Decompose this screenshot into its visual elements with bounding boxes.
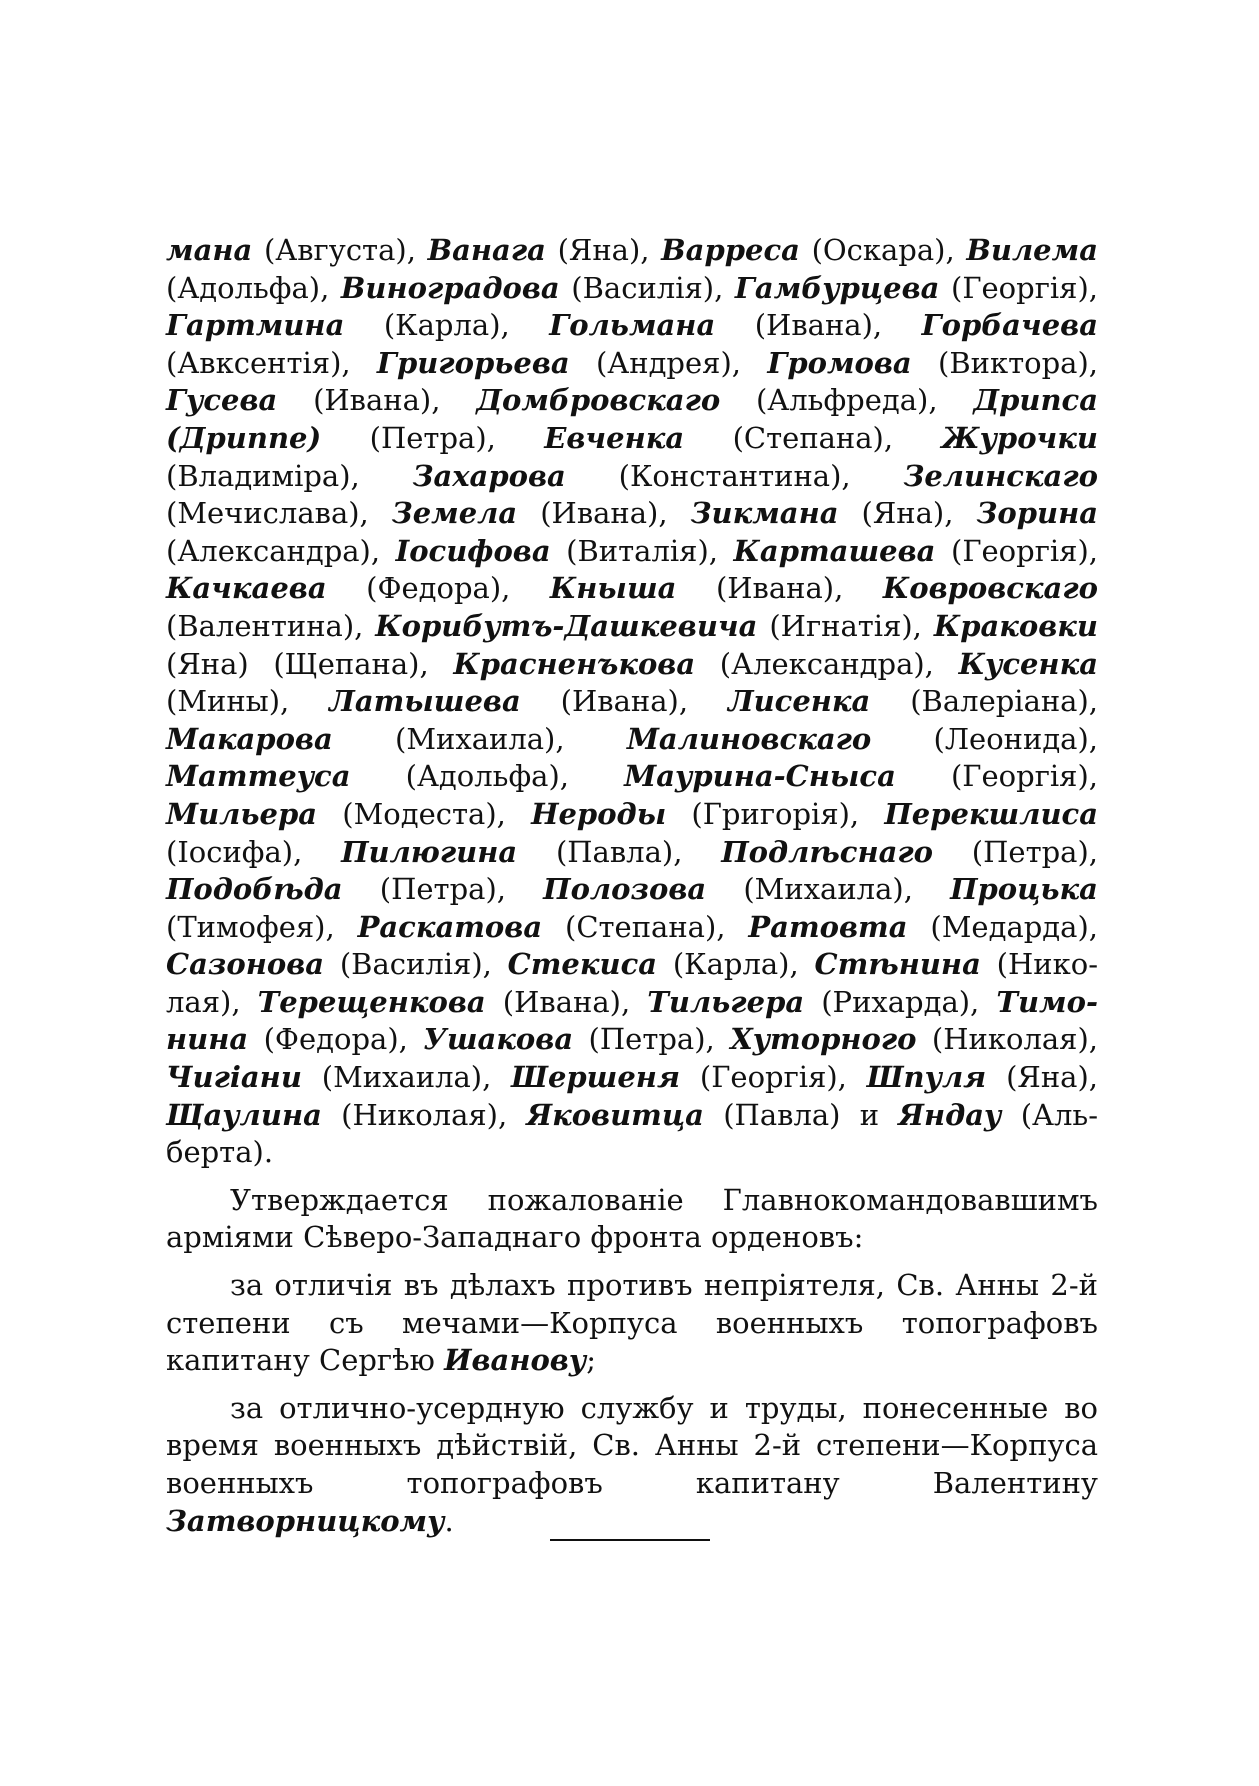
- given-name: (Адольфа),: [166, 270, 341, 305]
- given-name: (Мечислава),: [166, 496, 392, 531]
- surname: Латышева: [329, 684, 521, 719]
- surname: Полозова: [543, 872, 707, 907]
- surname: Кныша: [549, 571, 677, 606]
- given-name: (Владиміра),: [166, 458, 413, 493]
- given-name: (Яна),: [545, 233, 662, 267]
- given-name: (Альберта).: [166, 1097, 1098, 1170]
- given-name: (Александра),: [166, 533, 396, 568]
- given-name: (Андрея),: [569, 345, 768, 380]
- award-paragraph-2: [166, 1390, 1098, 1540]
- given-name: (Виктора),: [911, 345, 1099, 380]
- surname: Красненъкова: [453, 646, 696, 681]
- given-name: (Альфреда),: [720, 383, 974, 418]
- surname: Макарова: [166, 721, 333, 756]
- given-name: (Павла),: [517, 834, 722, 869]
- given-name: (Константина),: [565, 458, 904, 493]
- given-name: (Іосифа),: [166, 834, 342, 869]
- surname: Виноградова: [340, 270, 560, 305]
- given-name: (Николая),: [916, 1022, 1098, 1057]
- given-name: (Георгія),: [939, 270, 1098, 305]
- surname: Іосифова: [395, 533, 551, 568]
- surname: Пилюгина: [341, 834, 518, 869]
- given-name: (Александра),: [695, 646, 959, 681]
- surname: Тимонина: [166, 984, 1098, 1057]
- given-name: (Карла),: [657, 947, 815, 982]
- given-name: (Георгія),: [680, 1060, 867, 1095]
- surname: Процька: [950, 872, 1098, 907]
- given-name: (Степана),: [542, 909, 749, 944]
- surname: Подлѣснаго: [721, 834, 934, 869]
- given-name: (Яна),: [986, 1060, 1098, 1095]
- surname: Малиновскаго: [626, 721, 872, 756]
- surname: Кусенка: [958, 646, 1098, 681]
- surname: Корибутъ-Дашкевича: [375, 608, 758, 643]
- given-name: (Мины),: [166, 684, 330, 719]
- given-name: (Петра),: [933, 834, 1098, 869]
- surname: Маурина-Сныса: [624, 759, 896, 794]
- surname: Раскатова: [357, 909, 543, 944]
- given-name: (Виталія),: [550, 533, 734, 568]
- surname: Ковровскаго: [882, 571, 1099, 606]
- surname: Зорина: [976, 496, 1099, 531]
- given-name: (Ивана),: [485, 984, 648, 1019]
- given-name: (Михаила),: [332, 721, 627, 756]
- given-name: (Павла) и: [703, 1097, 899, 1132]
- surname: Ванага: [427, 233, 546, 267]
- surname: Нероды: [531, 796, 667, 831]
- award-text: за отлично-усердную службу и труды, понесенные во время военныхъ дѣйствій, Св. Анны 2-й степени—Корпуса военныхъ топографовъ капитану Валентину: [166, 1390, 1098, 1500]
- surname: Стекиса: [507, 947, 658, 982]
- intro-paragraph: Утверждается пожалованіе Главнокомандовавшимъ арміями Сѣверо-Западнаго фронта орденовъ:: [166, 1182, 1098, 1255]
- surname: Стѣнина: [814, 947, 981, 982]
- surname: Тильгера: [647, 984, 805, 1019]
- given-name: (Михаила),: [706, 872, 951, 907]
- surname: Зелинскаго: [903, 458, 1098, 493]
- given-name: (Василія),: [324, 947, 508, 982]
- surname: Хуторного: [730, 1022, 917, 1057]
- surname: Шершеня: [511, 1060, 681, 1095]
- given-name: (Ивана),: [715, 308, 922, 343]
- surname: Ушакова: [423, 1022, 574, 1057]
- given-name: (Михаила),: [301, 1060, 512, 1095]
- recipient-name: Иванову: [444, 1343, 587, 1378]
- surname: Горбачева: [921, 308, 1098, 343]
- given-name: (Яна),: [838, 496, 977, 531]
- given-name: (Валеріана),: [870, 684, 1099, 719]
- given-name: (Игнатія),: [757, 608, 934, 643]
- given-name: (Ивана),: [517, 496, 691, 531]
- given-name: (Василія),: [559, 270, 735, 305]
- given-name: (Ивана),: [520, 684, 728, 719]
- given-name: (Авксентія),: [166, 345, 377, 380]
- surname: Гартмина: [166, 308, 345, 343]
- given-name: (Тимофея),: [166, 909, 358, 944]
- surname: Маттеуса: [166, 759, 351, 794]
- surname: Щаулина: [166, 1097, 322, 1132]
- surname: Перекшлиса: [884, 796, 1098, 831]
- surname: Вилема: [966, 233, 1098, 267]
- surname: Евченка: [544, 420, 685, 455]
- award-list-paragraph: [166, 232, 1098, 1172]
- surname: Шпуля: [866, 1060, 987, 1095]
- award-end: .: [444, 1503, 454, 1538]
- given-name: (Николая),: [321, 1097, 527, 1132]
- given-name: (Георгія),: [935, 533, 1098, 568]
- surname: Григорьева: [376, 345, 570, 380]
- surname: Дрипса (Дриппе): [166, 383, 1098, 455]
- surname: мана: [166, 233, 253, 267]
- given-name: (Ивана),: [676, 571, 883, 606]
- surname: Захарова: [412, 458, 566, 493]
- award-text: за отличія въ дѣлахъ противъ непріятеля, Св. Анны 2-й степени съ мечами—Корпуса военныхъ топографовъ капитану Сергѣю: [166, 1268, 1098, 1378]
- given-name: (Рихарда),: [804, 984, 997, 1019]
- surname: Гольмана: [549, 308, 716, 343]
- surname: Терещенкова: [257, 984, 486, 1019]
- given-name: (Федора),: [326, 571, 550, 606]
- surname: Карташева: [733, 533, 936, 568]
- surname: Варреса: [661, 233, 800, 267]
- surname: Домбровскаго: [476, 383, 721, 418]
- surname: Яндау: [898, 1097, 1002, 1132]
- given-name: (Карла),: [344, 308, 550, 343]
- surname: Зикмана: [690, 496, 839, 531]
- given-name: (Ивана),: [277, 383, 477, 418]
- surname: Лисенка: [727, 684, 871, 719]
- given-name: (Григорія),: [666, 796, 885, 831]
- surname: Гусева: [166, 383, 278, 418]
- given-name: (Петра),: [573, 1022, 731, 1057]
- surname: Мильера: [166, 796, 318, 831]
- surname: Земела: [391, 496, 518, 531]
- text-block: [166, 232, 1098, 1540]
- surname: Ратовта: [748, 909, 908, 944]
- given-name: (Петра),: [321, 420, 545, 455]
- given-name: (Августа),: [252, 233, 428, 267]
- given-name: (Оскара),: [799, 233, 967, 267]
- given-name: (Медарда),: [907, 909, 1098, 944]
- given-name: (Модеста),: [317, 796, 532, 831]
- surname: Громова: [767, 345, 912, 380]
- award-paragraph-1: [166, 1267, 1098, 1380]
- given-name: (Петра),: [342, 872, 544, 907]
- surname: Яковитца: [526, 1097, 704, 1132]
- surname: Сазонова: [166, 947, 325, 982]
- surname: Гамбурцева: [734, 270, 940, 305]
- surname: Журочки: [941, 420, 1098, 455]
- given-name: (Степана),: [684, 420, 942, 455]
- surname: Подобѣда: [166, 872, 343, 907]
- given-name: (Адольфа),: [350, 759, 625, 794]
- section-divider: [550, 1539, 710, 1541]
- surname: Чигіани: [166, 1060, 302, 1095]
- given-name: (Федора),: [248, 1022, 424, 1057]
- given-name: (Валентина),: [166, 608, 376, 643]
- given-name: (Георгія),: [895, 759, 1098, 794]
- given-name: (Николая),: [166, 947, 1098, 1019]
- recipient-name: Затворницкому: [166, 1503, 445, 1538]
- given-name: (Леонида),: [871, 721, 1098, 756]
- surname: Качкаева: [166, 571, 327, 606]
- given-name: (Яна) (Щепана),: [166, 646, 454, 681]
- surname: Краковки: [933, 608, 1098, 643]
- award-end: ;: [586, 1343, 596, 1378]
